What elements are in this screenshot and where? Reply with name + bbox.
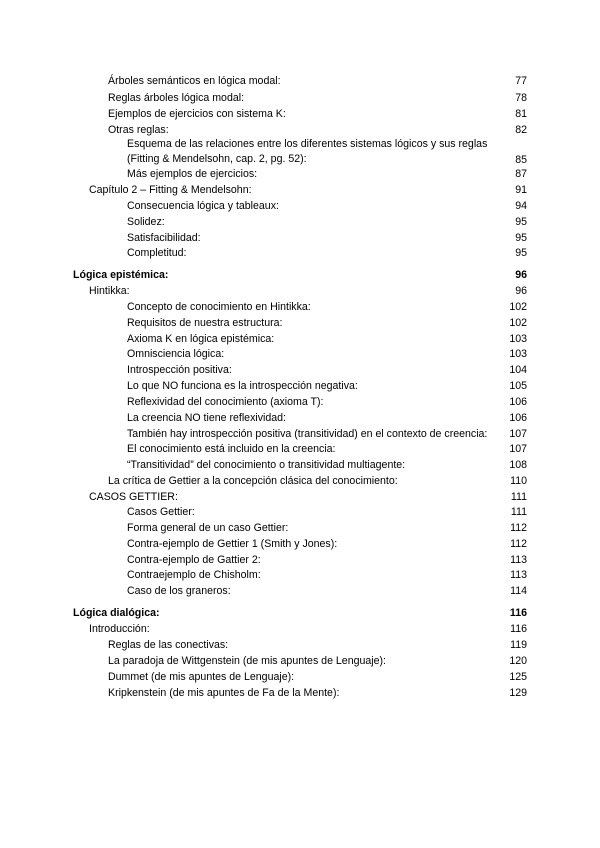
toc-entry-title: Más ejemplos de ejercicios:	[127, 168, 258, 180]
toc-entry	[108, 73, 527, 89]
toc-entry-page: 120	[509, 655, 527, 667]
toc-entry	[127, 504, 527, 520]
toc-entry-page: 91	[515, 184, 527, 196]
toc-entry	[127, 567, 527, 583]
toc-entry-page: 107	[509, 428, 527, 440]
toc-entry-page: 114	[510, 585, 527, 597]
toc-entry-title: Introducción:	[89, 623, 150, 635]
toc-entry	[127, 137, 527, 169]
toc-entry-title: Reglas de las conectivas:	[108, 639, 229, 651]
toc-entry	[127, 299, 527, 315]
toc-entry-page: 111	[510, 491, 527, 503]
toc-entry-title: Casos Gettier:	[127, 506, 195, 518]
toc-entry-page: 102	[509, 317, 527, 329]
toc-entry-title: Hintikka:	[89, 285, 130, 297]
toc-entry-page: 103	[509, 348, 527, 360]
toc-entry	[127, 536, 527, 552]
toc-entry	[108, 106, 527, 122]
toc-entry-title: La paradoja de Wittgenstein (de mis apuntes de Lenguaje):	[108, 655, 386, 667]
toc-entry-page: 95	[515, 247, 527, 259]
toc-entry	[127, 583, 527, 599]
toc-entry-page: 95	[515, 232, 527, 244]
toc-entry-page: 108	[509, 459, 527, 471]
toc-entry-title: Contra-ejemplo de Gettier 1 (Smith y Jones):	[127, 538, 338, 550]
toc-entry-title: Esquema de las relaciones entre los diferentes sistemas lógicos y sus reglas (Fitting & Mendelsohn, cap. 2, pg. 52):	[127, 138, 488, 165]
toc-entry-title: Caso de los graneros:	[127, 585, 231, 597]
toc-entry	[127, 331, 527, 347]
toc-entry-title: Contraejemplo de Chisholm:	[127, 569, 261, 581]
toc-entry-title: Introspección positiva:	[127, 364, 232, 376]
toc-entry-page: 110	[510, 475, 527, 487]
toc-entry-page: 107	[509, 443, 527, 455]
toc-entry	[127, 166, 527, 182]
toc-entry-title: Árboles semánticos en lógica modal:	[108, 75, 281, 87]
toc-entry	[108, 653, 527, 669]
toc-entry-page: 113	[510, 554, 527, 566]
toc-entry-title: El conocimiento está incluido en la creencia:	[127, 443, 336, 455]
toc-entry-title: Solidez:	[127, 216, 165, 228]
toc-entry-title: Ejemplos de ejercicios con sistema K:	[108, 108, 286, 120]
toc-entry-title: Forma general de un caso Gettier:	[127, 522, 289, 534]
toc-entry-title: Lógica epistémica:	[73, 269, 169, 281]
toc-entry-page: 129	[509, 687, 527, 699]
toc-entry-page: 116	[510, 623, 527, 635]
toc-entry-title: Dummet (de mis apuntes de Lenguaje):	[108, 671, 295, 683]
toc-entry-page: 94	[515, 200, 527, 212]
toc-entry-page: 96	[515, 269, 527, 281]
toc-entry-page: 87	[515, 168, 527, 180]
toc-entry-page: 81	[515, 108, 527, 120]
toc-entry-page: 77	[515, 75, 527, 87]
toc-entry	[108, 473, 527, 489]
toc-entry-title: Lógica dialógica:	[73, 607, 160, 619]
toc-entry	[127, 198, 527, 214]
toc-entry-page: 119	[510, 639, 527, 651]
toc-entry-title: Kripkenstein (de mis apuntes de Fa de la Mente):	[108, 687, 340, 699]
toc-entry-title: La creencia NO tiene reflexividad:	[127, 412, 286, 424]
toc-entry	[127, 410, 527, 426]
toc-entry-title: Contra-ejemplo de Gattier 2:	[127, 554, 261, 566]
toc-entry	[108, 90, 527, 106]
toc-entry-title: CASOS GETTIER:	[89, 491, 178, 503]
toc-entry	[89, 489, 527, 505]
toc-entry-title: Requisitos de nuestra estructura:	[127, 317, 283, 329]
toc-entry-page: 103	[509, 333, 527, 345]
toc-entry-page: 95	[515, 216, 527, 228]
toc-entry-page: 82	[515, 124, 527, 136]
toc-entry-page: 78	[515, 92, 527, 104]
toc-entry	[127, 230, 527, 246]
toc-entry-title: Concepto de conocimiento en Hintikka:	[127, 301, 311, 313]
toc-entry-title: Capítulo 2 – Fitting & Mendelsohn:	[89, 184, 252, 196]
toc-entry-title: Satisfacibilidad:	[127, 232, 201, 244]
toc-entry	[127, 315, 527, 331]
toc-entry-page: 112	[510, 538, 527, 550]
toc-entry-page: 85	[515, 154, 527, 166]
toc-entry-title: Lo que NO funciona es la introspección negativa:	[127, 380, 358, 392]
toc-entry	[127, 245, 527, 261]
toc-entry-page: 104	[509, 364, 527, 376]
toc-entry-title: “Transitividad” del conocimiento o transitividad multiagente:	[127, 459, 406, 471]
toc-entry	[127, 394, 527, 410]
toc-entry	[89, 283, 527, 299]
toc-entry-page: 106	[509, 412, 527, 424]
toc-entry	[89, 621, 527, 637]
toc-entry	[89, 182, 527, 198]
toc-entry-title: Reglas árboles lógica modal:	[108, 92, 245, 104]
toc-entry-page: 125	[509, 671, 527, 683]
toc-entry-title: También hay introspección positiva (transitividad) en el contexto de creencia:	[127, 428, 488, 440]
toc-entry-page: 113	[510, 569, 527, 581]
toc-entry	[127, 346, 527, 362]
toc-entry-title: Otras reglas:	[108, 124, 169, 136]
toc-entry-page: 106	[509, 396, 527, 408]
toc-entry-page: 112	[510, 522, 527, 534]
toc-entry-title: Omnisciencia lógica:	[127, 348, 225, 360]
toc-section-heading	[73, 605, 527, 621]
toc-entry	[108, 669, 527, 685]
toc-entry	[108, 685, 527, 701]
toc-entry	[108, 637, 527, 653]
toc-entry-page: 96	[515, 285, 527, 297]
toc-entry	[127, 441, 527, 457]
toc-entry	[127, 362, 527, 378]
toc-entry-page: 102	[509, 301, 527, 313]
toc-entry-title: Reflexividad del conocimiento (axioma T):	[127, 396, 324, 408]
toc-entry-page: 116	[509, 607, 527, 619]
toc-entry	[127, 378, 527, 394]
toc-entry-title: Completitud:	[127, 247, 187, 259]
toc-entry-title: Axioma K en lógica epistémica:	[127, 333, 275, 345]
toc-section-heading	[73, 267, 527, 283]
toc-entry	[108, 122, 527, 138]
toc-entry	[127, 426, 527, 442]
toc-entry-page: 111	[510, 506, 527, 518]
toc-entry	[127, 457, 527, 473]
toc-entry-title: Consecuencia lógica y tableaux:	[127, 200, 279, 212]
toc-entry-title: La crítica de Gettier a la concepción clásica del conocimiento:	[108, 475, 398, 487]
toc-entry	[127, 552, 527, 568]
toc-entry	[127, 214, 527, 230]
toc-entry-page: 105	[509, 380, 527, 392]
toc-entry	[127, 520, 527, 536]
